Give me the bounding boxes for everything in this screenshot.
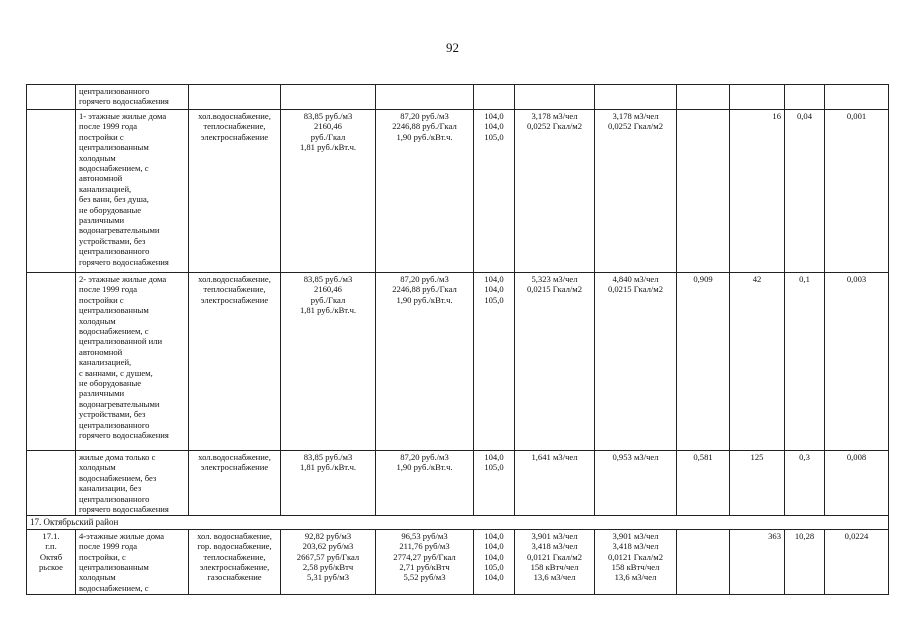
table-cell-tariff-current: 83,85 руб./м3 2160,46 руб./Гкал 1,81 руб./кВт.ч. xyxy=(281,273,376,451)
table-cell-description: жилые дома только с холодным водоснабжением, без канализации, без централизованного горячего водоснабжения xyxy=(76,451,189,516)
table-cell-description: централизованного горячего водоснабжения xyxy=(76,85,189,110)
table-cell-tariff-new: 87,20 руб./м3 2246,88 руб./Гкал 1,90 руб./кВт.ч. xyxy=(376,110,474,273)
table-cell-services: хол. водоснабжение, гор. водоснабжение, теплоснабжение, электроснабжение, газоснабжение xyxy=(189,529,281,594)
table-cell-number xyxy=(27,85,76,110)
table-cell-share: 0,008 xyxy=(825,451,889,516)
table-cell-tariff-new: 96,53 руб/м3 211,76 руб/м3 2774,27 руб/Гкал 2,71 руб/кВтч 5,52 руб/м3 xyxy=(376,529,474,594)
table-cell-ratio: 0,909 xyxy=(677,273,730,451)
table-row xyxy=(27,273,889,451)
table-cell-tariff-new: 87,20 руб./м3 1,90 руб./кВт.ч. xyxy=(376,451,474,516)
tariff-table xyxy=(26,84,889,595)
table-cell-description: 4-этажные жилые дома после 1999 года постройки, с централизованным холодным водоснабжением, с xyxy=(76,529,189,594)
table-cell-number: 17.1. г.п. Октяб рьское xyxy=(27,529,76,594)
table-cell-share: 0,003 xyxy=(825,273,889,451)
table-cell-norm-new: 3,178 м3/чел 0,0252 Гкал/м2 xyxy=(595,110,677,273)
table-cell-norm-current: 3,901 м3/чел 3,418 м3/чел 0,0121 Гкал/м2 158 кВтч/чел 13,6 м3/чел xyxy=(515,529,595,594)
table-cell-value: 0,04 xyxy=(785,110,825,273)
table-cell-count: 42 xyxy=(730,273,785,451)
table-cell-services: хол.водоснабжение, электроснабжение xyxy=(189,451,281,516)
table-cell-index: 104,0 105,0 xyxy=(474,451,515,516)
table-cell-description: 2- этажные жилые дома после 1999 года постройки с централизованным холодным водоснабжением, с централизованной или автономной канализацией, с ваннами, с душем, не оборудованые различными водонагревательными устройствами, без централизованного горячего водоснабжения xyxy=(76,273,189,451)
table-cell-ratio: 0,581 xyxy=(677,451,730,516)
table-cell-tariff-new xyxy=(376,85,474,110)
table-cell-norm-new: 4,840 м3/чел 0,0215 Гкал/м2 xyxy=(595,273,677,451)
table-cell-value xyxy=(785,85,825,110)
table-cell-tariff-new: 87,20 руб./м3 2246,88 руб./Гкал 1,90 руб./кВт.ч. xyxy=(376,273,474,451)
table-cell-count: 363 xyxy=(730,529,785,594)
table-cell-norm-current: 5,323 м3/чел 0,0215 Гкал/м2 xyxy=(515,273,595,451)
page-number: 92 xyxy=(446,40,459,55)
section-heading: 17. Октябрьский район xyxy=(27,516,889,529)
table-cell-ratio xyxy=(677,85,730,110)
table-cell-index: 104,0 104,0 105,0 xyxy=(474,110,515,273)
table-cell-norm-new xyxy=(595,85,677,110)
table-cell-norm-new: 3,901 м3/чел 3,418 м3/чел 0,0121 Гкал/м2 158 кВтч/чел 13,6 м3/чел xyxy=(595,529,677,594)
table-cell-count: 16 xyxy=(730,110,785,273)
table-cell-norm-current: 1,641 м3/чел xyxy=(515,451,595,516)
table-cell-index: 104,0 104,0 105,0 xyxy=(474,273,515,451)
table-row xyxy=(27,110,889,273)
table-cell-number xyxy=(27,273,76,451)
table-cell-services: хол.водоснабжение, теплоснабжение, электроснабжение xyxy=(189,110,281,273)
table-cell-number xyxy=(27,451,76,516)
table-cell-ratio xyxy=(677,110,730,273)
table-cell-share: 0,0224 xyxy=(825,529,889,594)
table-cell-value: 10,28 xyxy=(785,529,825,594)
table-cell-index xyxy=(474,85,515,110)
section-row xyxy=(27,516,889,529)
table-cell-tariff-current: 83,85 руб./м3 2160,46 руб./Гкал 1,81 руб./кВт.ч. xyxy=(281,110,376,273)
table-cell-count: 125 xyxy=(730,451,785,516)
table-row xyxy=(27,529,889,594)
table-cell-value: 0,1 xyxy=(785,273,825,451)
table-cell-index: 104,0 104,0 104,0 105,0 104,0 xyxy=(474,529,515,594)
table-cell-share xyxy=(825,85,889,110)
table-cell-tariff-current: 83,85 руб./м3 1,81 руб./кВт.ч. xyxy=(281,451,376,516)
table-cell-norm-current xyxy=(515,85,595,110)
table-cell-number xyxy=(27,110,76,273)
table-cell-value: 0,3 xyxy=(785,451,825,516)
table-cell-services: хол.водоснабжение, теплоснабжение, электроснабжение xyxy=(189,273,281,451)
table-cell-services xyxy=(189,85,281,110)
table-row xyxy=(27,85,889,110)
table-cell-description: 1- этажные жилые дома после 1999 года постройки с централизованным холодным водоснабжением, с автономной канализацией, без ванн, без душа, не оборудованые различными водонагревательными устройствами, без централизованного горячего водоснабжения xyxy=(76,110,189,273)
table-cell-share: 0,001 xyxy=(825,110,889,273)
table-cell-norm-current: 3,178 м3/чел 0,0252 Гкал/м2 xyxy=(515,110,595,273)
table-cell-norm-new: 0,953 м3/чел xyxy=(595,451,677,516)
table-cell-count xyxy=(730,85,785,110)
table-cell-tariff-current xyxy=(281,85,376,110)
table-cell-ratio xyxy=(677,529,730,594)
table-cell-tariff-current: 92,82 руб/м3 203,62 руб/м3 2667,57 руб/Гкал 2,58 руб/кВтч 5,31 руб/м3 xyxy=(281,529,376,594)
table-row xyxy=(27,451,889,516)
